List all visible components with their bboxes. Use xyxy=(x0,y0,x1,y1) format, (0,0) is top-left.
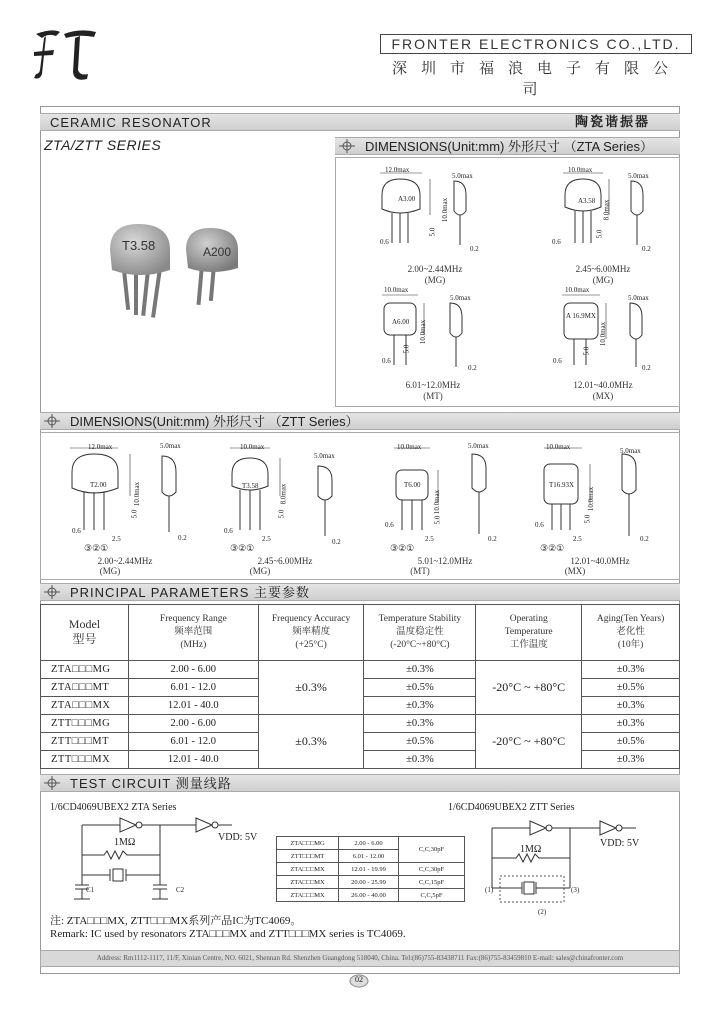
table-row: ZTT□□□MT 6.01 - 12.00 xyxy=(277,850,465,863)
row-stability: ±0.3% xyxy=(364,697,476,715)
zta-mx-range: 12.01~40.0MHz xyxy=(573,380,633,390)
ztt-mt-l: 5.0 xyxy=(433,515,442,525)
ztt-mg2-pins: ③②① xyxy=(230,543,255,553)
test-heading xyxy=(40,774,680,792)
ztt-mx-t: 5.0max xyxy=(620,447,641,455)
cap-table xyxy=(276,836,465,902)
zta-mx-type: (MX) xyxy=(592,391,614,401)
ztt-mg-range: 2.00~2.44MHz xyxy=(97,556,153,566)
row-model: ZTT□□□MX xyxy=(41,751,129,769)
ztt-mx-pitch: 2.5 xyxy=(573,535,582,543)
ztt-mt-pitch: 2.5 xyxy=(425,535,434,543)
col-temp-stability: Temperature Stability 温度稳定性 (-20°C~+80°C) xyxy=(364,605,476,661)
photo-label-t358: T3.58 xyxy=(122,238,156,253)
product-title-en: CERAMIC RESONATOR xyxy=(50,115,212,130)
ztt-mt-marking: T6.00 xyxy=(404,481,421,489)
ztt-mg2-l: 5.0 xyxy=(277,509,286,519)
title-bar xyxy=(40,113,680,131)
crosshair-icon xyxy=(44,414,60,428)
company-logo xyxy=(30,26,100,82)
ztt-mg2-h: 8.0max xyxy=(279,483,288,505)
ztt-pin1-label: (1) xyxy=(485,886,494,894)
zta-mt-range: 6.01~12.0MHz xyxy=(405,380,461,390)
crosshair-icon xyxy=(339,139,355,153)
ztt-mx-d: 0.2 xyxy=(640,535,649,543)
col-model: Model 型号 xyxy=(41,605,129,661)
ztt-mx-h: 10.0max xyxy=(587,486,596,512)
ztt-mg2-w: 10.0max xyxy=(240,443,265,451)
zta-mg2-type: (MG) xyxy=(592,275,614,285)
zta-mg2-d: 0.2 xyxy=(642,245,651,253)
zta-dims-heading xyxy=(335,137,680,155)
zta-mg-p: 0.6 xyxy=(380,238,389,246)
zta-mx-d: 0.2 xyxy=(642,364,651,372)
col-frequency-range: Frequency Range 频率范围 (MHz) xyxy=(128,605,258,661)
zta-mx-l: 5.0 xyxy=(582,346,591,356)
ztt-mx-range: 12.01~40.0MHz xyxy=(570,556,630,566)
ztt-mg2-t: 5.0max xyxy=(314,452,335,460)
zta-mt-d: 0.2 xyxy=(468,364,477,372)
zta-mg2-w: 10.0max xyxy=(568,166,593,174)
row-range: 6.01 - 12.0 xyxy=(128,679,258,697)
ztt-mg-marking: T2.00 xyxy=(90,481,107,489)
ztt-mt-pins: ③②① xyxy=(390,543,415,553)
row-range: 2.00 - 6.00 xyxy=(128,661,258,679)
ztt-pin3-label: (3) xyxy=(571,886,580,894)
ztt-mg-pitch: 2.5 xyxy=(112,535,121,543)
row-model: ZTA□□□MG xyxy=(41,661,129,679)
params-table xyxy=(40,604,680,769)
zta-mg2-range: 2.45~6.00MHz xyxy=(575,264,631,274)
ztt-accuracy: ±0.3% xyxy=(258,715,364,769)
ztt-mg-drawing xyxy=(58,440,198,552)
row-model: ZTT□□□MG xyxy=(41,715,129,733)
ztt-mt-w: 10.0max xyxy=(397,443,422,451)
company-name-en: FRONTER ELECTRONICS CO.,LTD. xyxy=(380,34,692,54)
company-name-cn: 深圳市福浪电子有限公司 xyxy=(391,59,682,98)
ztt-mx-l: 5.0 xyxy=(583,514,592,524)
zta-mx-h: 10.0max xyxy=(599,321,608,347)
zta-mg-type: (MG) xyxy=(424,275,446,285)
zta-mg2-marking: A3.58 xyxy=(578,197,596,205)
zta-mx-p: 0.6 xyxy=(553,357,562,365)
ztt-mt-t: 5.0max xyxy=(468,442,489,450)
ztt-vdd-label: VDD: 5V xyxy=(600,838,640,849)
zta-mt-marking: A6.00 xyxy=(392,318,410,326)
col-aging: Aging(Ten Years) 老化性 (10年) xyxy=(582,605,680,661)
zta-mg-t: 5.0max xyxy=(452,172,473,180)
note-cn: 注: ZTA□□□MX, ZTT□□□MX系列产品IC为TC4069。 xyxy=(50,915,302,927)
ztt-mg2-marking: T3.58 xyxy=(242,482,259,490)
photo-label-a200: A200 xyxy=(203,245,232,259)
zta-mt-l: 5.0 xyxy=(402,344,411,354)
zta-mg2-h: 8.0max xyxy=(602,199,611,221)
col-operating-temp: Operating Temperature 工作温度 xyxy=(476,605,582,661)
zta-mg-marking: A3.00 xyxy=(398,195,416,203)
zta-dims-title: DIMENSIONS(Unit:mm) 外形尺寸 （ZTA Series） xyxy=(365,139,653,154)
crosshair-icon xyxy=(44,585,60,599)
table-row xyxy=(41,661,680,679)
zta-mg-range: 2.00~2.44MHz xyxy=(407,264,463,274)
row-aging: ±0.3% xyxy=(582,697,680,715)
crosshair-icon xyxy=(44,776,60,790)
zta-mg-l: 5.0 xyxy=(428,227,437,237)
footer-address: Address: Rm1112-1117, 11/F, Xinian Centre, NO. 6021, Shennan Rd. Shenzhen Guangdong 518040, China. Tel:(86)755-83438711 Fax:(86)755-83459810 E-mail: sales@chinafronter.com xyxy=(40,950,680,967)
ztt-mg2-pitch: 2.5 xyxy=(262,535,271,543)
params-heading xyxy=(40,583,680,601)
row-stability: ±0.3% xyxy=(364,715,476,733)
zta-resistor-label: 1MΩ xyxy=(114,837,136,848)
row-stability: ±0.3% xyxy=(364,751,476,769)
zta-mt-p: 0.6 xyxy=(382,357,391,365)
row-range: 12.01 - 40.0 xyxy=(128,697,258,715)
test-title: TEST CIRCUIT 测量线路 xyxy=(70,776,232,791)
ztt-mx-pins: ③②① xyxy=(540,543,565,553)
notes xyxy=(50,915,406,941)
ztt-mg-pins: ③②① xyxy=(84,543,109,553)
params-header-row xyxy=(41,605,680,661)
row-stability: ±0.3% xyxy=(364,661,476,679)
ztt-mg2-d: 0.2 xyxy=(332,538,341,546)
zta-accuracy: ±0.3% xyxy=(258,661,364,715)
zta-mt-t: 5.0max xyxy=(450,294,471,302)
row-model: ZTT□□□MT xyxy=(41,733,129,751)
ztt-circuit-title: 1/6CD4069UBEX2 ZTT Series xyxy=(448,802,575,813)
zta-mg2-p: 0.6 xyxy=(552,238,561,246)
col-frequency-accuracy: Frequency Accuracy 频率精度 (+25°C) xyxy=(258,605,364,661)
ztt-op-temp: -20°C ~ +80°C xyxy=(476,715,582,769)
ztt-mg-h: 10.0max xyxy=(133,481,142,507)
ztt-dims-title: DIMENSIONS(Unit:mm) 外形尺寸 （ZTT Series） xyxy=(70,414,359,429)
table-row: ZTA□□□MX 12.01 - 19.99 C,C,30pF xyxy=(277,863,465,876)
row-aging: ±0.3% xyxy=(582,751,680,769)
ztt-mt-h: 10.0max xyxy=(433,489,442,515)
ztt-mx-marking: T16.93X xyxy=(549,481,575,489)
params-title: PRINCIPAL PARAMETERS 主要参数 xyxy=(70,585,311,600)
ztt-mg-l: 5.0 xyxy=(130,509,139,519)
zta-vdd-label: VDD: 5V xyxy=(218,832,258,843)
zta-mg-d: 0.2 xyxy=(470,245,479,253)
zta-mg2-t: 5.0max xyxy=(628,172,649,180)
zta-c1-label: C1 xyxy=(86,886,95,894)
ztt-mx-type: (MX) xyxy=(564,566,586,576)
ztt-resistor-label: 1MΩ xyxy=(520,844,542,855)
note-en: Remark: IC used by resonators ZTA□□□MX and ZTT□□□MX series is TC4069. xyxy=(50,928,406,940)
row-model: ZTA□□□MT xyxy=(41,679,129,697)
row-stability: ±0.5% xyxy=(364,733,476,751)
ztt-mt-p: 0.6 xyxy=(385,521,394,529)
ztt-mt-drawing xyxy=(380,440,520,552)
zta-circuit-title: 1/6CD4069UBEX2 ZTA Series xyxy=(50,802,177,813)
table-row: ZTA□□□MX 20.00 - 25.99 C,C,15pF xyxy=(277,876,465,889)
ztt-mg-p: 0.6 xyxy=(72,527,81,535)
row-stability: ±0.5% xyxy=(364,679,476,697)
table-row xyxy=(41,715,680,733)
zta-c2-label: C2 xyxy=(176,886,185,894)
product-title-cn: 陶瓷谐振器 xyxy=(574,115,650,130)
table-row: ZTA□□□MX 26.00 - 40.00 C,C,5pF xyxy=(277,889,465,902)
row-aging: ±0.5% xyxy=(582,679,680,697)
zta-mx-marking: A 16.9MX xyxy=(566,312,596,320)
ztt-dims-heading xyxy=(40,412,680,430)
zta-mt-w: 10.0max xyxy=(384,286,409,294)
product-photo xyxy=(100,210,250,325)
zta-mt-h: 10.0max xyxy=(419,319,428,345)
zta-op-temp: -20°C ~ +80°C xyxy=(476,661,582,715)
zta-mg-w: 12.0max xyxy=(385,166,410,174)
table-row: ZTA□□□MG 2.00 - 6.00 C,C,30pF xyxy=(277,837,465,850)
ztt-mg-type: (MG) xyxy=(99,566,121,576)
series-title: ZTA/ZTT SERIES xyxy=(44,137,162,153)
row-range: 6.01 - 12.0 xyxy=(128,733,258,751)
ztt-mg2-type: (MG) xyxy=(249,566,271,576)
row-aging: ±0.3% xyxy=(582,661,680,679)
row-range: 2.00 - 6.00 xyxy=(128,715,258,733)
zta-mt-type: (MT) xyxy=(423,391,443,401)
zta-test-circuit xyxy=(60,815,275,915)
ztt-mt-type: (MT) xyxy=(410,566,430,576)
row-model: ZTA□□□MX xyxy=(41,697,129,715)
ztt-test-circuit xyxy=(480,818,660,918)
page-number: 02 xyxy=(355,975,363,984)
ztt-mt-d: 0.2 xyxy=(488,535,497,543)
ztt-mg-t: 5.0max xyxy=(160,442,181,450)
zta-mg-h: 10.0max xyxy=(441,197,450,223)
zta-mg2-l: 5.0 xyxy=(595,229,604,239)
row-aging: ±0.5% xyxy=(582,733,680,751)
ztt-mx-w: 10.0max xyxy=(546,443,571,451)
ztt-mg-d: 0.2 xyxy=(178,534,187,542)
ztt-mg2-drawing xyxy=(218,440,358,552)
ztt-mg-w: 12.0max xyxy=(88,443,113,451)
ztt-mx-p: 0.6 xyxy=(535,521,544,529)
ztt-mx-drawing xyxy=(532,440,672,552)
row-aging: ±0.3% xyxy=(582,715,680,733)
ztt-mt-range: 5.01~12.0MHz xyxy=(417,556,473,566)
ztt-pin2-label: (2) xyxy=(538,908,547,916)
ztt-mg2-range: 2.45~6.00MHz xyxy=(257,556,313,566)
row-range: 12.01 - 40.0 xyxy=(128,751,258,769)
zta-mx-t: 5.0max xyxy=(628,294,649,302)
zta-mx-w: 10.0max xyxy=(565,286,590,294)
ztt-mg2-p: 0.6 xyxy=(224,527,233,535)
